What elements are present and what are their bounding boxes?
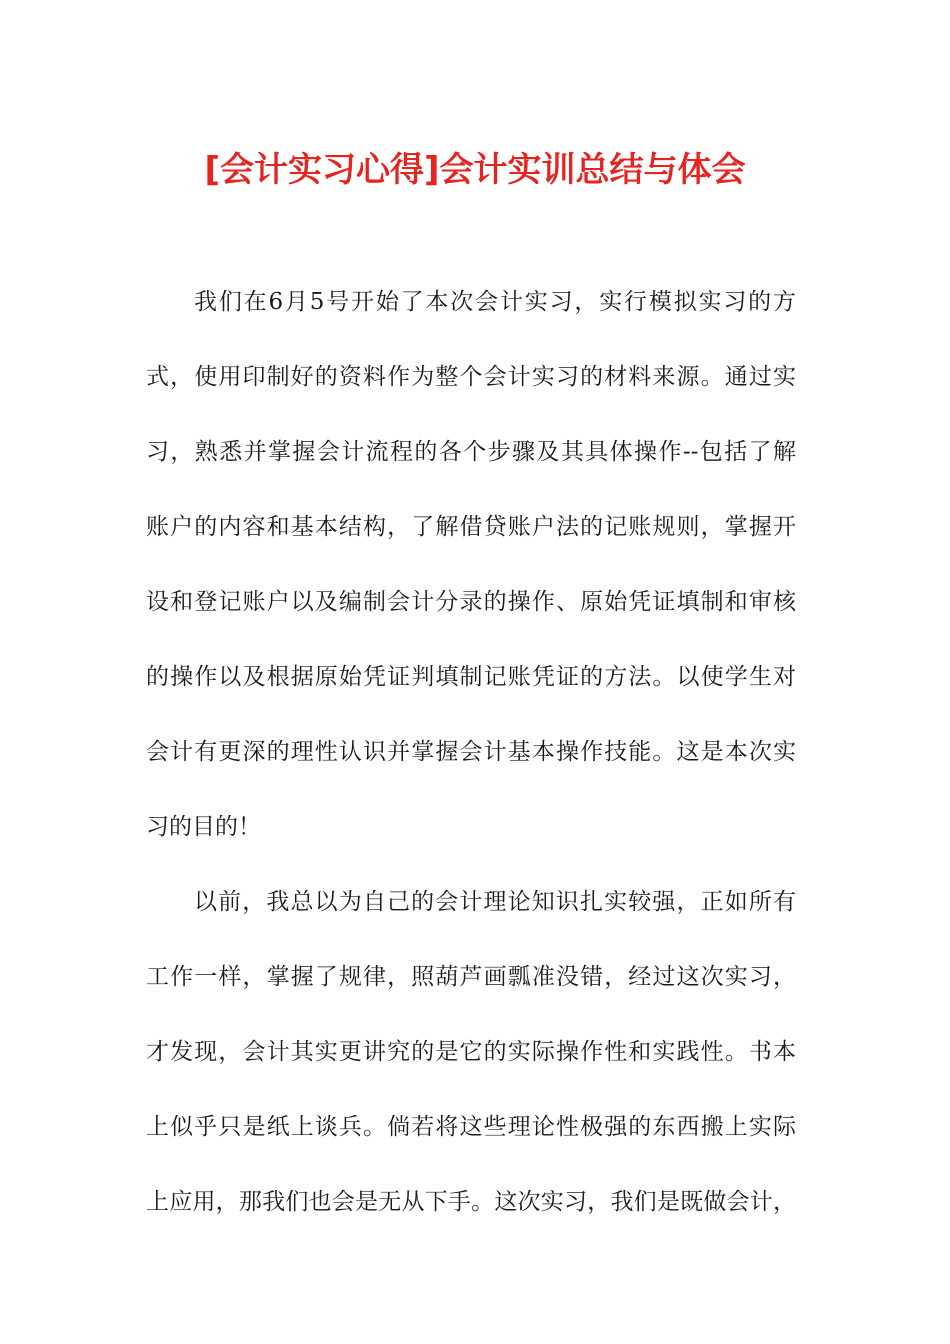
paragraph-1-line-5: 设和登记账户以及编制会计分录的操作、原始凭证填制和审核 — [146, 589, 796, 615]
paragraph-1-line-4: 账户的内容和基本结构，了解借贷账户法的记账规则，掌握开 — [146, 514, 796, 540]
paragraph-2-line-5: 上应用，那我们也会是无从下手。这次实习，我们是既做会计， — [146, 1189, 796, 1215]
paragraph-1-line-7: 会计有更深的理性认识并掌握会计基本操作技能。这是本次实 — [146, 739, 796, 765]
paragraph-1-line-1: 我们在6月5号开始了本次会计实习，实行模拟实习的方 — [194, 289, 796, 315]
document-title: [会计实习心得]会计实训总结与体会 — [204, 150, 746, 190]
paragraph-2-line-1: 以前，我总以为自己的会计理论知识扎实较强，正如所有 — [194, 889, 796, 915]
paragraph-1-line-6: 的操作以及根据原始凭证判填制记账凭证的方法。以使学生对 — [146, 664, 796, 690]
paragraph-2-line-4: 上似乎只是纸上谈兵。倘若将这些理论性极强的东西搬上实际 — [146, 1114, 796, 1140]
paragraph-1-line-3: 习，熟悉并掌握会计流程的各个步骤及其具体操作--包括了解 — [146, 439, 796, 465]
paragraph-2-line-2: 工作一样，掌握了规律，照葫芦画瓢准没错，经过这次实习， — [146, 964, 796, 990]
paragraph-2-line-3: 才发现，会计其实更讲究的是它的实际操作性和实践性。书本 — [146, 1039, 796, 1065]
paragraph-1-line-2: 式，使用印制好的资料作为整个会计实习的材料来源。通过实 — [146, 364, 796, 390]
paragraph-1-line-8: 习的目的！ — [146, 814, 261, 840]
